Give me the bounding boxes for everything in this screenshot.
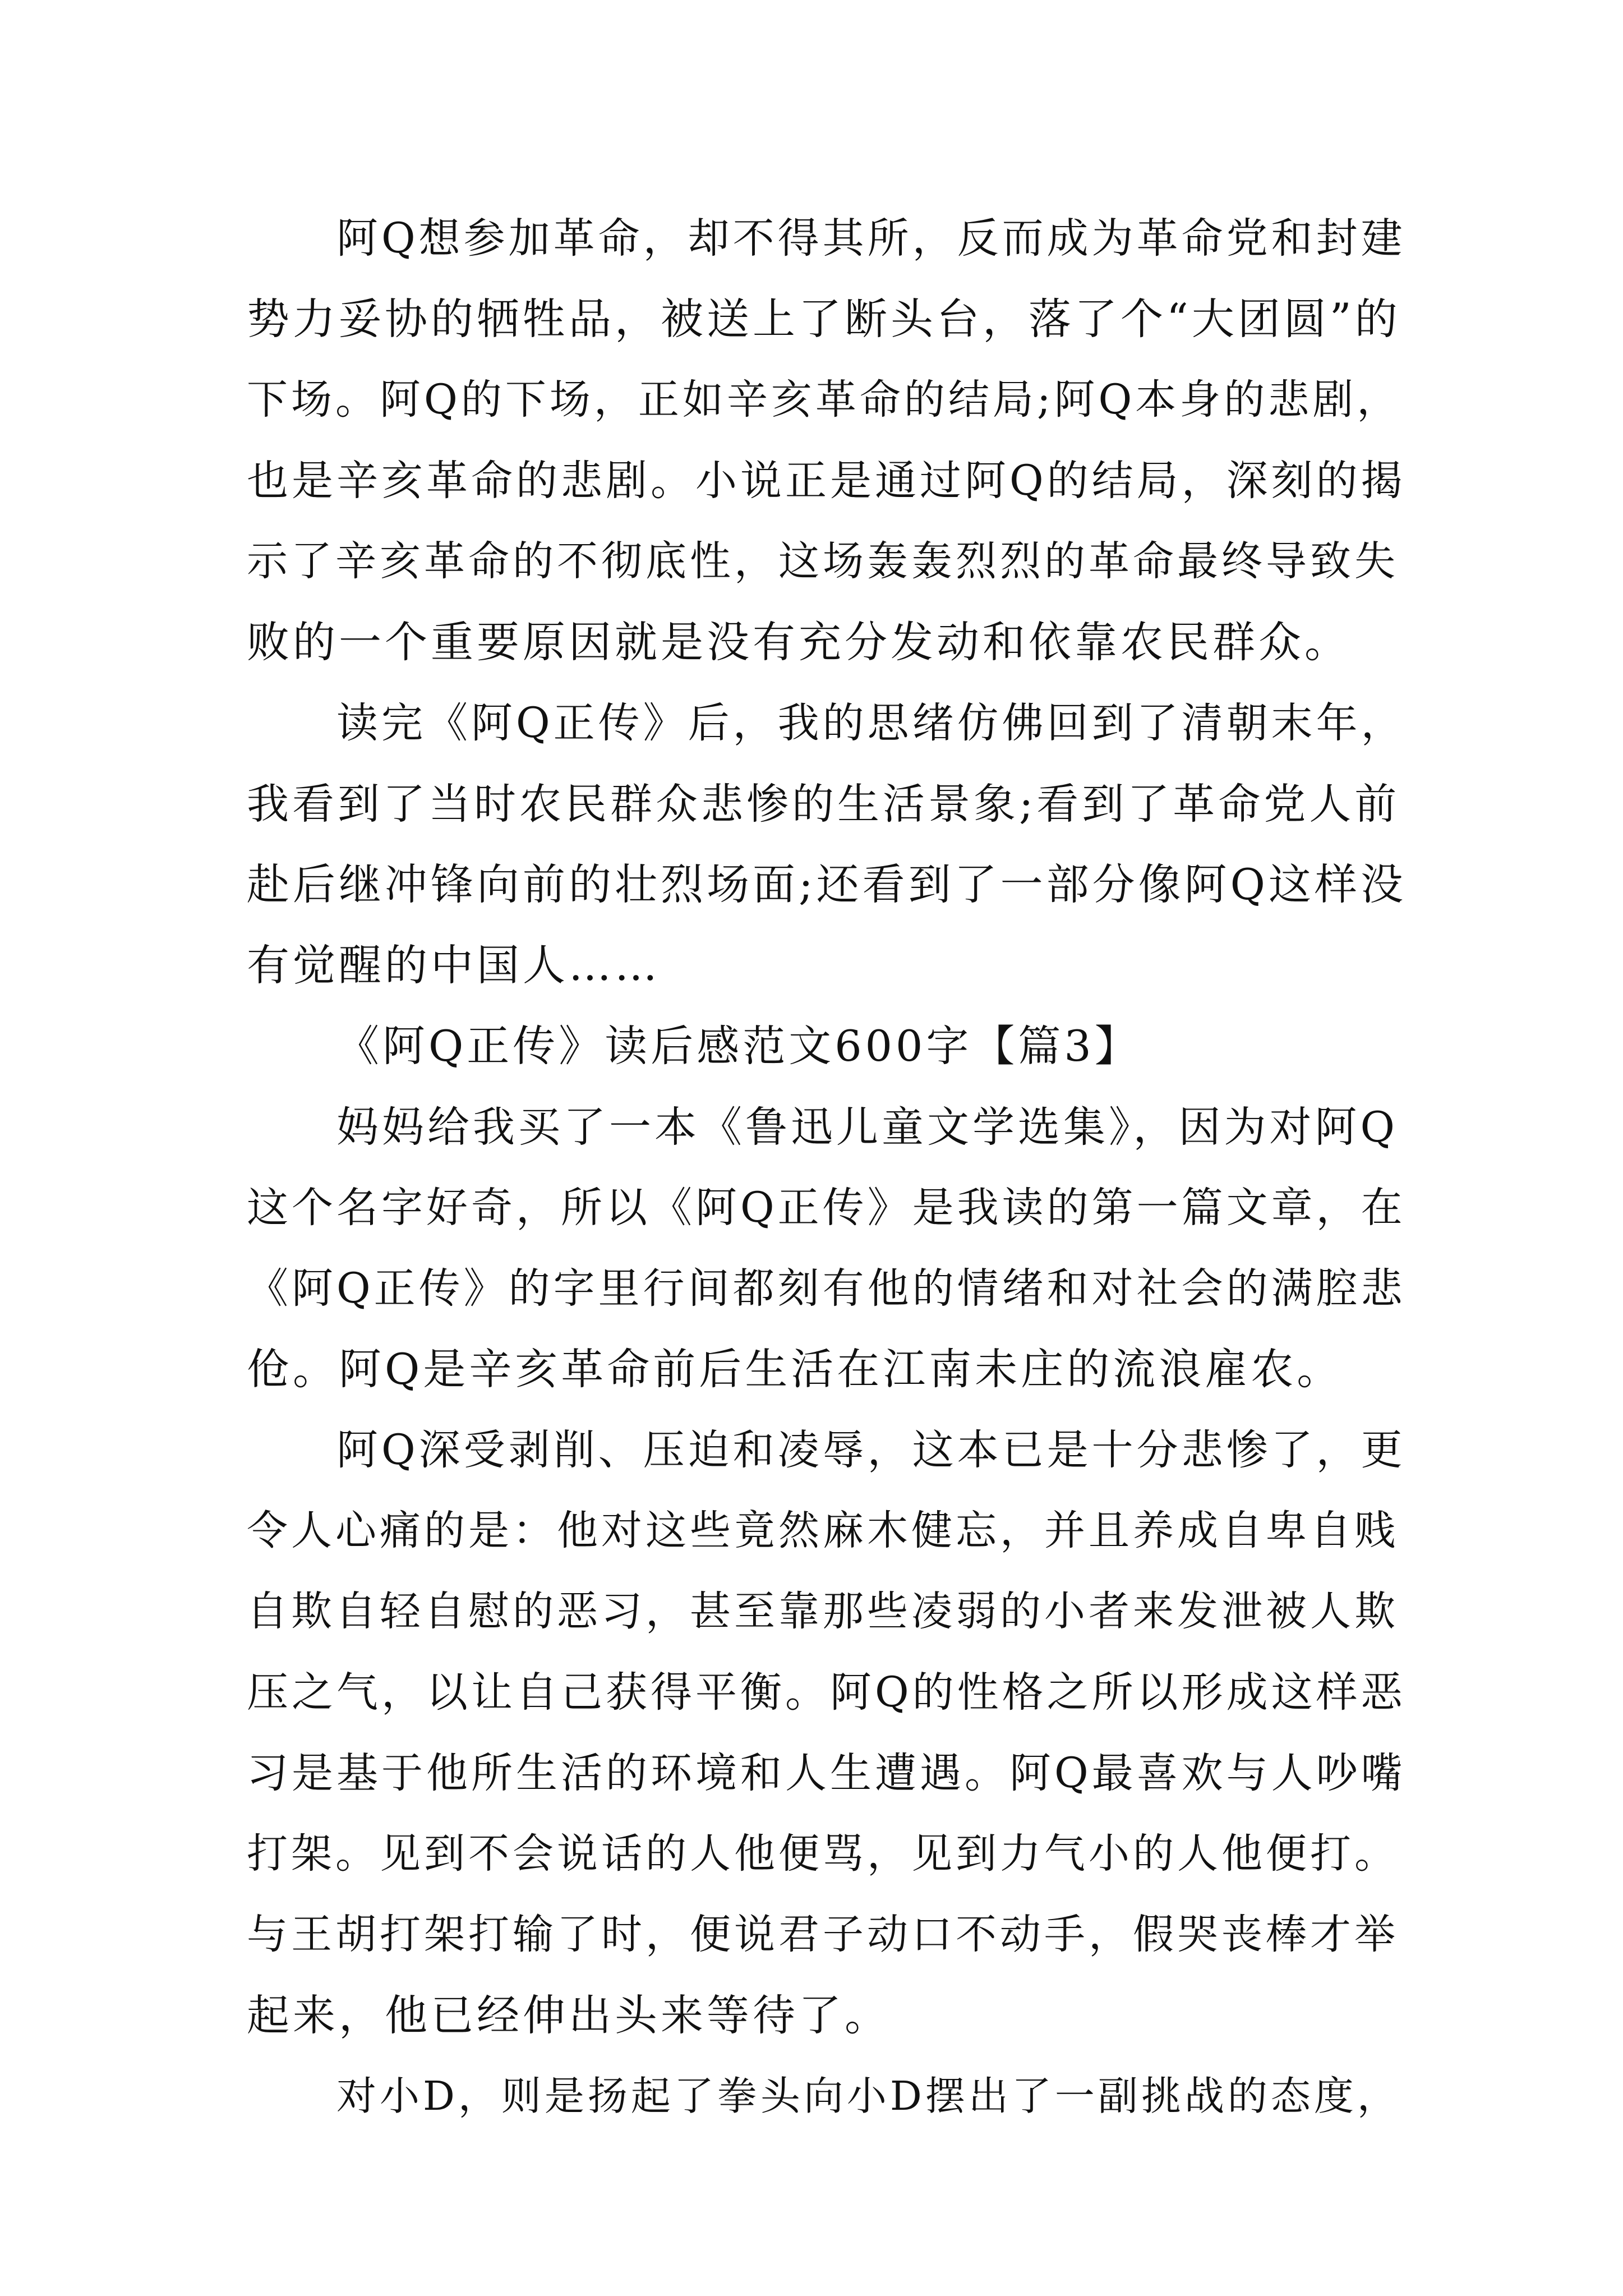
text-line-8: 我看到了当时农民群众悲惨的生活景象;看到了革命党人前: [247, 779, 1400, 829]
text-line-12: 妈妈给我买了一本《鲁迅儿童文学选集》，因为对阿Q: [336, 1102, 1398, 1152]
text-line-7: 读完《阿Q正传》后，我的思绪仿佛回到了清朝末年，: [336, 699, 1406, 747]
text-line-3: 下场。阿Q的下场，正如辛亥革命的结局;阿Q本身的悲剧，: [247, 376, 1401, 424]
text-line-1: 阿Q想参加革命，却不得其所，反而成为革命党和封建: [336, 214, 1406, 263]
text-line-21: 打架。见到不会说话的人他便骂，见到力气小的人他便打。: [247, 1830, 1399, 1878]
text-line-20: 习是基于他所生活的环境和人生遭遇。阿Q最喜欢与人吵嘴: [247, 1749, 1406, 1797]
section-heading: 《阿Q正传》读后感范文600字【篇3】: [336, 1021, 1141, 1071]
text-line-14: 《阿Q正传》的字里行间都刻有他的情绪和对社会的满腔悲: [247, 1264, 1406, 1313]
text-line-17: 令人心痛的是：他对这些竟然麻木健忘，并且养成自卑自贱: [247, 1507, 1399, 1554]
text-line-10: 有觉醒的中国人……: [247, 940, 661, 990]
text-line-9: 赴后继冲锋向前的壮烈场面;还看到了一部分像阿Q这样没: [247, 859, 1407, 909]
text-line-4: 也是辛亥革命的悲剧。小说正是通过阿Q的结局，深刻的揭: [247, 457, 1406, 505]
text-line-23: 起来，他已经伸出头来等待了。: [247, 1990, 891, 2040]
text-line-2: 势力妥协的牺牲品，被送上了断头台，落了个“大团圆”的: [247, 294, 1401, 344]
text-line-24: 对小D，则是扬起了拳头向小D摆出了一副挑战的态度，: [336, 2073, 1400, 2119]
text-line-18: 自欺自轻自慰的恶习，甚至靠那些凌弱的小者来发泄被人欺: [247, 1588, 1399, 1635]
text-line-16: 阿Q深受剥削、压迫和凌辱，这本已是十分悲惨了，更: [336, 1426, 1406, 1474]
text-line-6: 败的一个重要原因就是没有充分发动和依靠农民群众。: [247, 617, 1350, 667]
text-line-5: 示了辛亥革命的不彻底性，这场轰轰烈烈的革命最终导致失: [247, 537, 1399, 585]
text-line-22: 与王胡打架打输了时，便说君子动口不动手，假哭丧棒才举: [247, 1911, 1399, 1958]
text-line-19: 压之气，以让自己获得平衡。阿Q的性格之所以形成这样恶: [247, 1668, 1406, 1717]
text-line-13: 这个名字好奇，所以《阿Q正传》是我读的第一篇文章，在: [247, 1184, 1406, 1232]
text-line-15: 伧。阿Q是辛亥革命前后生活在江南未庄的流浪雇农。: [247, 1344, 1343, 1394]
